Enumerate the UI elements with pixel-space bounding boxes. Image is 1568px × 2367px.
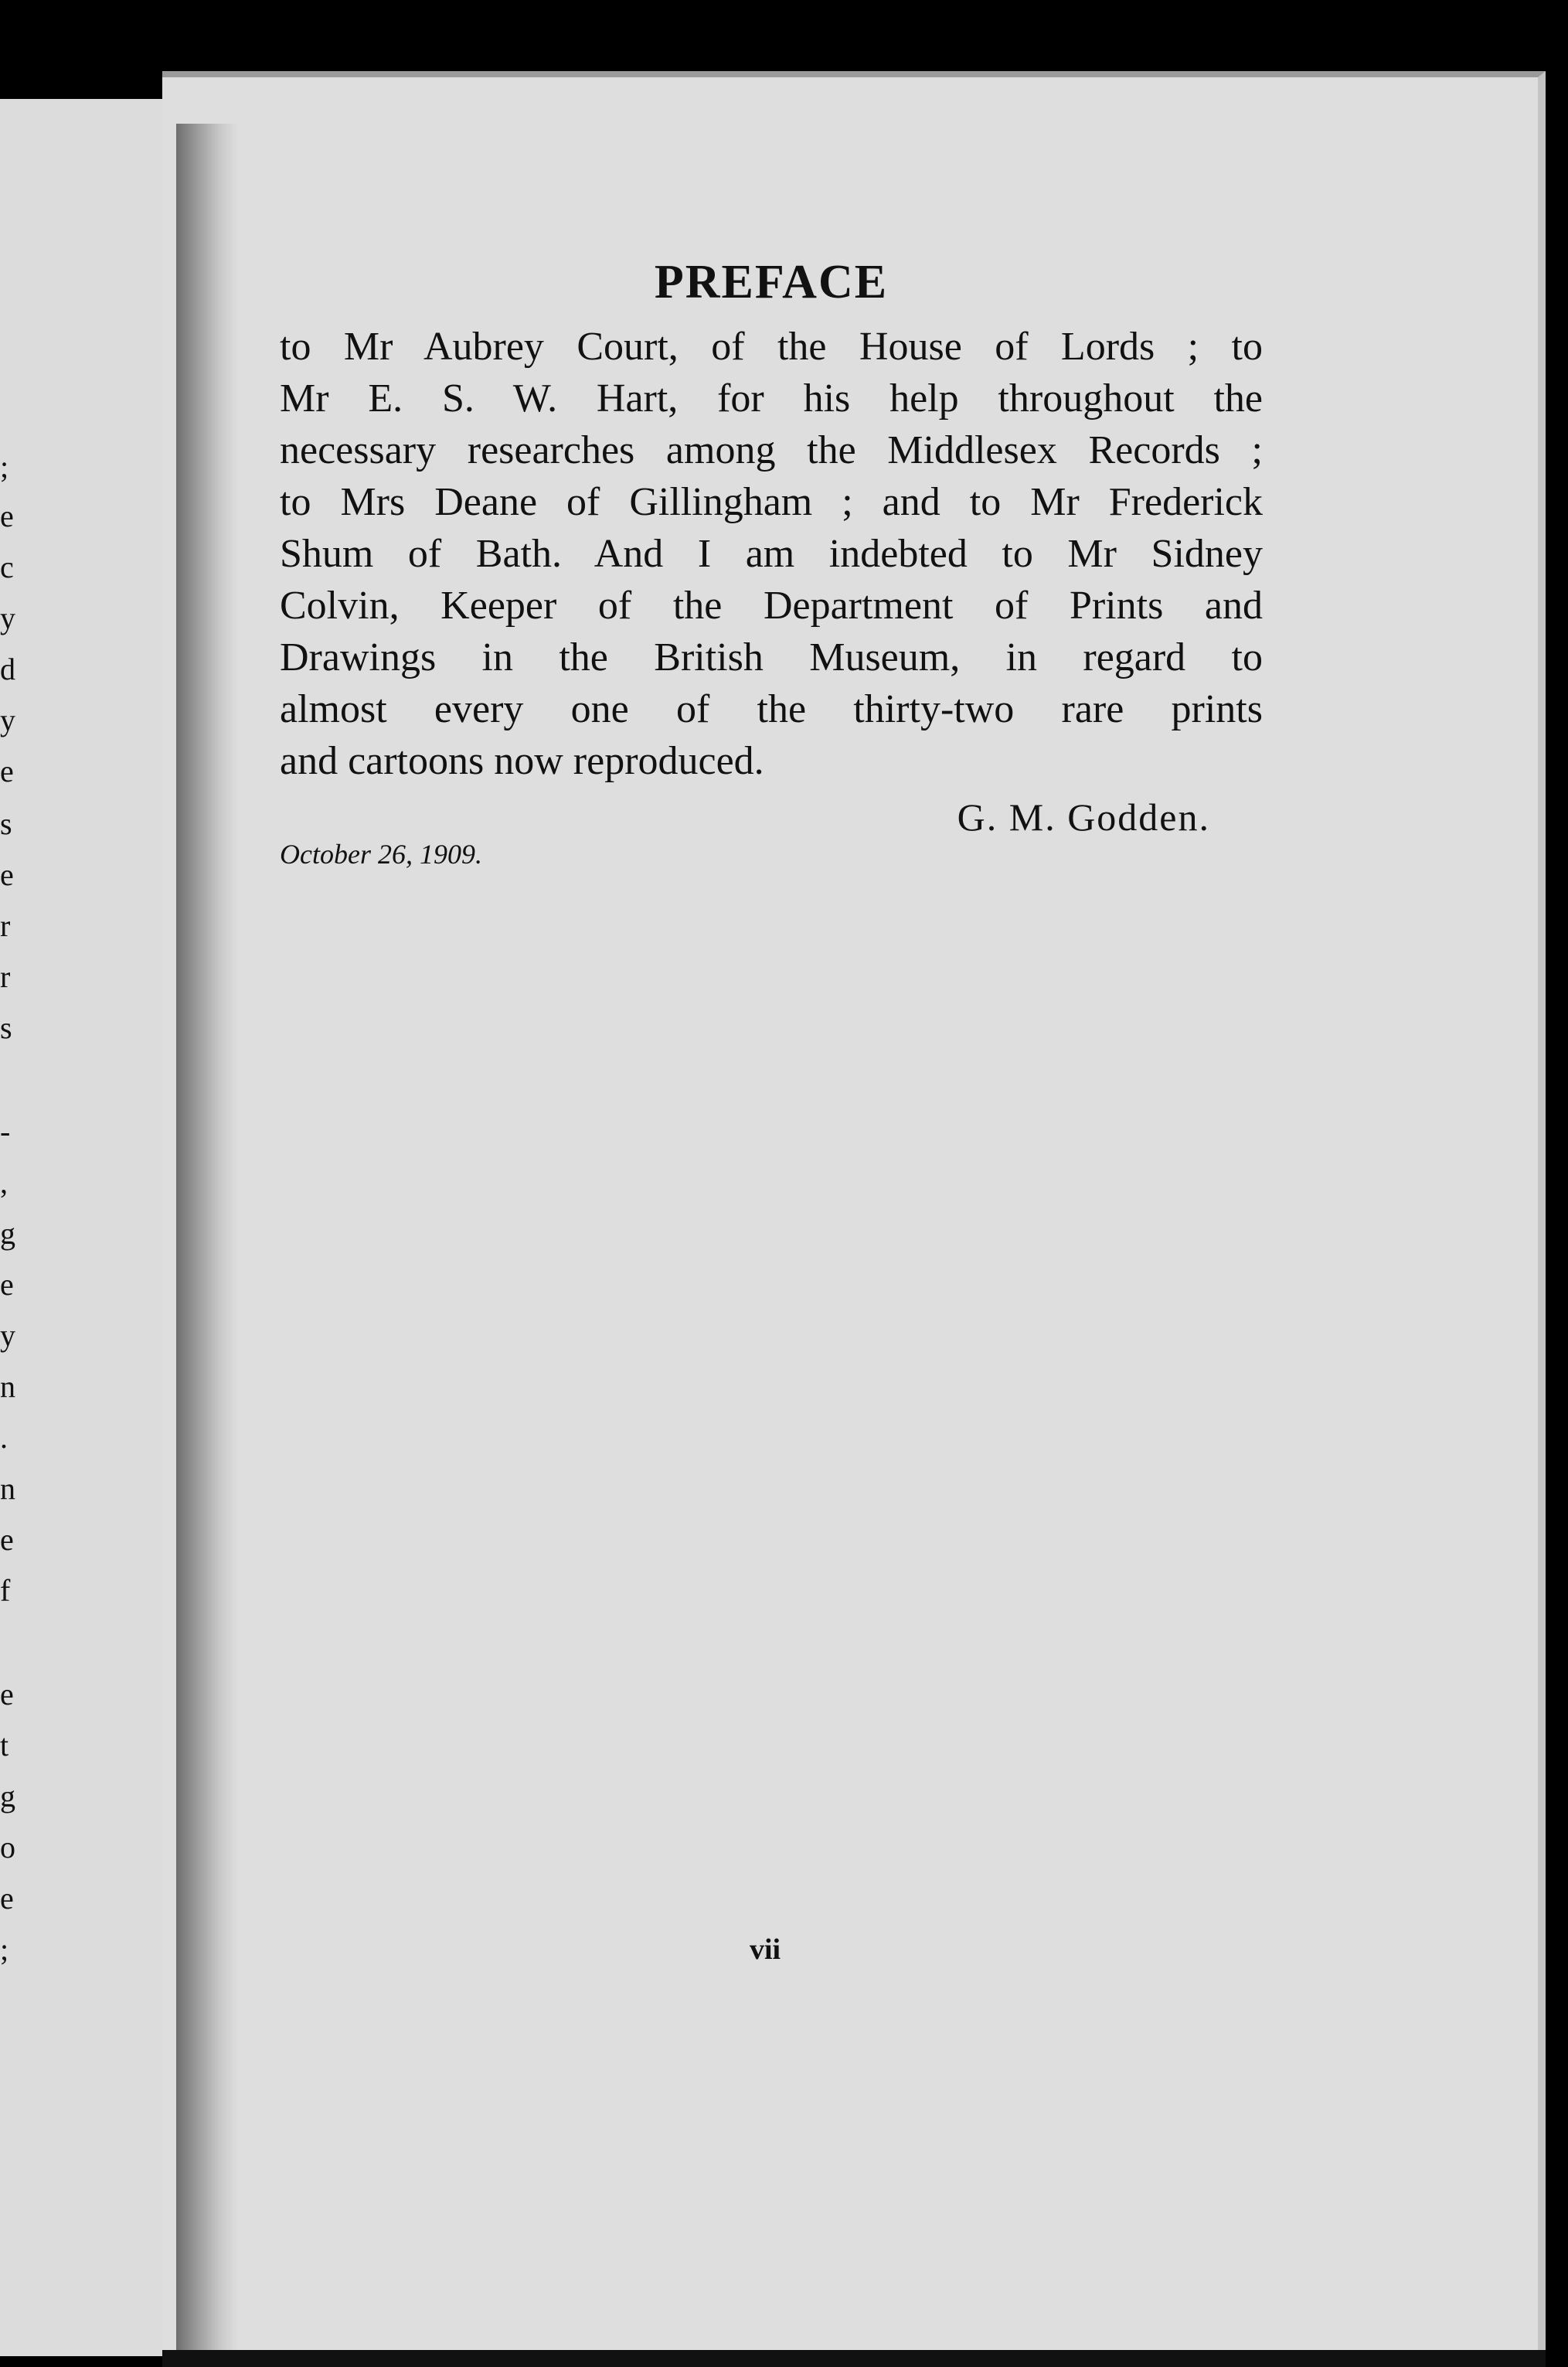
- text-line: to Mr Aubrey Court, of the House of Lords ; to: [280, 325, 1263, 369]
- edge-letter: e: [0, 1267, 14, 1302]
- preface-date: October 26, 1909.: [280, 839, 482, 870]
- page-title: PREFACE: [654, 256, 889, 308]
- facing-page-edge-text: [0, 448, 19, 2149]
- edge-letter: d: [0, 652, 15, 686]
- edge-letter: e: [0, 499, 14, 533]
- edge-letter: ,: [0, 1165, 8, 1200]
- facing-page: [0, 99, 170, 2356]
- text-line: Mr E. S. W. Hart, for his help throughout the: [280, 376, 1263, 421]
- page-bottom-edge: [162, 2350, 1546, 2367]
- edge-letter: ;: [0, 1932, 9, 1967]
- preface-content: [280, 255, 1263, 870]
- edge-letter: f: [0, 1573, 11, 1608]
- text-line: and cartoons now reproduced.: [280, 739, 764, 783]
- edge-letter: -: [0, 1114, 11, 1149]
- edge-letter: y: [0, 703, 15, 737]
- edge-letter: s: [0, 806, 12, 841]
- page-number: vii: [749, 1933, 781, 1966]
- edge-letter: .: [0, 1420, 8, 1455]
- edge-letter: r: [0, 908, 11, 943]
- text-line: Shum of Bath. And I am indebted to Mr Sidney: [280, 532, 1263, 576]
- edge-letter: g: [0, 1216, 15, 1251]
- edge-letter: o: [0, 1830, 15, 1865]
- edge-letter: s: [0, 1010, 12, 1045]
- edge-letter: g: [0, 1779, 15, 1814]
- edge-letter: e: [0, 857, 14, 892]
- book-gutter-shadow: [176, 124, 238, 2365]
- text-line: necessary researches among the Middlesex Records ;: [280, 428, 1263, 472]
- text-line: Colvin, Keeper of the Department of Prints and: [280, 584, 1263, 628]
- edge-letter: ;: [0, 449, 9, 484]
- text-line: to Mrs Deane of Gillingham ; and to Mr Frederick: [280, 480, 1263, 524]
- text-line: almost every one of the thirty-two rare prints: [280, 687, 1263, 731]
- edge-letter: r: [0, 959, 11, 994]
- edge-letter: t: [0, 1728, 9, 1762]
- edge-letter: y: [0, 1318, 15, 1353]
- edge-letter: e: [0, 754, 14, 788]
- edge-letter: e: [0, 1522, 14, 1557]
- edge-letter: y: [0, 601, 15, 635]
- edge-letter: n: [0, 1471, 15, 1506]
- text-line: Drawings in the British Museum, in regard to: [280, 635, 1263, 679]
- author-signature: G. M. Godden.: [957, 795, 1210, 839]
- edge-letter: n: [0, 1369, 15, 1404]
- edge-letter: c: [0, 550, 14, 584]
- edge-letter: e: [0, 1677, 14, 1711]
- edge-letter: e: [0, 1881, 14, 1916]
